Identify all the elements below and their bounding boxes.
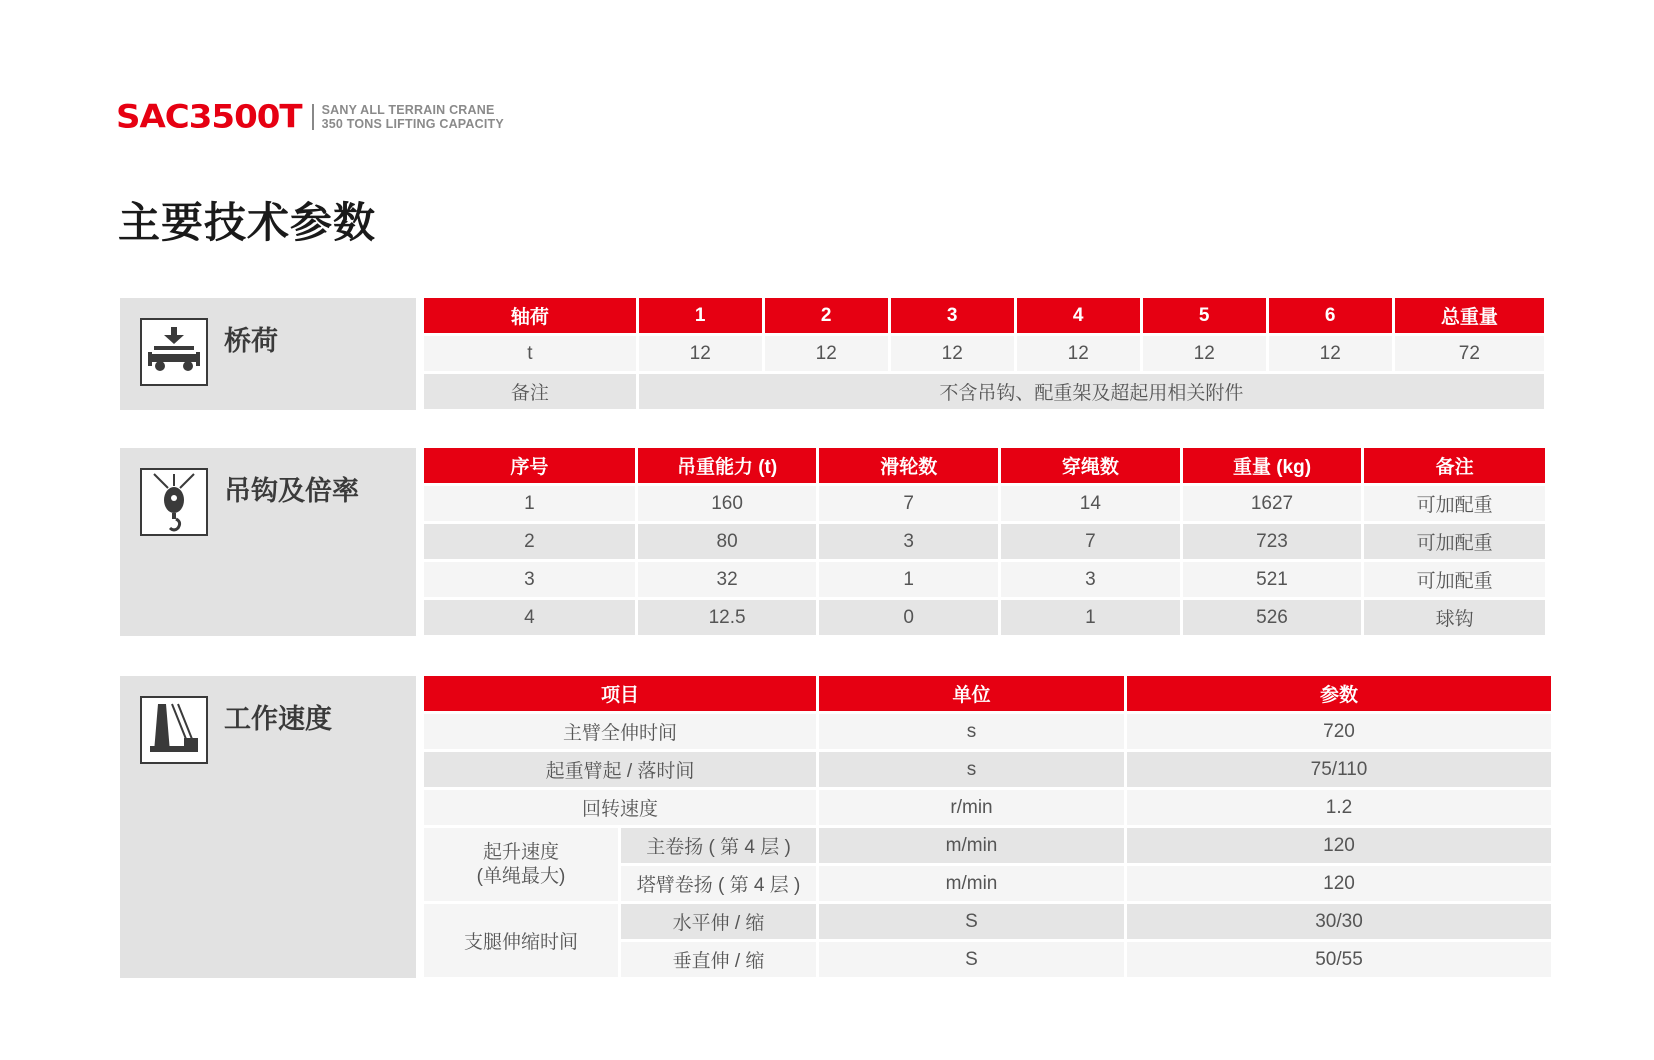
table-row — [424, 336, 1544, 374]
table-row — [424, 524, 1545, 562]
table-cell: 120 — [1127, 866, 1551, 904]
speed-section — [120, 676, 1547, 978]
table-cell: 3 — [1001, 562, 1180, 600]
table-cell: 12 — [1143, 336, 1266, 374]
axle-load-title: 桥荷 — [224, 326, 278, 357]
header-cell: 序号 — [424, 448, 635, 486]
note-cell: 不含吊钩、配重架及超起用相关附件 — [639, 374, 1544, 412]
table-cell: 160 — [638, 486, 817, 524]
axle-load-table — [421, 298, 1547, 412]
hook-label-panel — [120, 448, 416, 636]
table-cell: 1.2 — [1127, 790, 1551, 828]
table-cell: 80 — [638, 524, 817, 562]
speed-header-row — [424, 676, 1551, 714]
speed-table — [421, 676, 1554, 980]
header-cell: 穿绳数 — [1001, 448, 1180, 486]
speed-title: 工作速度 — [224, 704, 332, 735]
brand-model: SAC3500T — [116, 98, 302, 136]
table-row — [424, 752, 1551, 790]
unit-cell: t — [424, 336, 636, 374]
table-cell: 2 — [424, 524, 635, 562]
table-cell: 12 — [1017, 336, 1140, 374]
table-row — [424, 828, 1551, 866]
table-row — [424, 562, 1545, 600]
table-row — [424, 600, 1545, 638]
table-cell: 0 — [819, 600, 998, 638]
hook-header-row — [424, 448, 1545, 486]
table-cell: 720 — [1127, 714, 1551, 752]
brand-subtitle-line1: SANY ALL TERRAIN CRANE — [321, 103, 495, 117]
table-cell: r/min — [819, 790, 1124, 828]
header-cell: 单位 — [819, 676, 1124, 714]
hook-section — [120, 448, 1547, 636]
brand-divider — [312, 104, 314, 130]
table-cell: 7 — [1001, 524, 1180, 562]
table-cell: 1 — [819, 562, 998, 600]
table-cell: 1627 — [1183, 486, 1362, 524]
header-cell: 滑轮数 — [819, 448, 998, 486]
header-cell: 4 — [1017, 298, 1140, 336]
table-cell: m/min — [819, 828, 1124, 866]
table-row — [424, 486, 1545, 524]
speed-label-panel — [120, 676, 416, 978]
table-row — [424, 374, 1544, 412]
header-cell: 项目 — [424, 676, 816, 714]
table-cell: 主臂全伸时间 — [424, 714, 816, 752]
axle-load-label-panel — [120, 298, 416, 410]
header-cell: 重量 (kg) — [1183, 448, 1362, 486]
table-cell: 12 — [765, 336, 888, 374]
note-label-cell: 备注 — [424, 374, 636, 412]
table-cell: 球钩 — [1364, 600, 1545, 638]
header-cell: 2 — [765, 298, 888, 336]
table-cell: 32 — [638, 562, 817, 600]
table-cell: 12 — [639, 336, 762, 374]
table-cell: 可加配重 — [1364, 486, 1545, 524]
table-cell: m/min — [819, 866, 1124, 904]
table-cell: s — [819, 714, 1124, 752]
table-cell: s — [819, 752, 1124, 790]
header-cell: 总重量 — [1395, 298, 1544, 336]
axle-load-icon — [140, 318, 208, 386]
table-cell: 主卷扬 ( 第 4 层 ) — [621, 828, 816, 866]
table-cell: 30/30 — [1127, 904, 1551, 942]
table-row — [424, 790, 1551, 828]
header-cell: 轴荷 — [424, 298, 636, 336]
table-cell: 水平伸 / 缩 — [621, 904, 816, 942]
hook-title: 吊钩及倍率 — [224, 476, 359, 507]
brand-header — [116, 98, 504, 136]
table-cell: 1 — [1001, 600, 1180, 638]
table-cell: 3 — [424, 562, 635, 600]
header-cell: 6 — [1269, 298, 1392, 336]
table-cell: 垂直伸 / 缩 — [621, 942, 816, 980]
hoist-group-line1: 起升速度 — [482, 841, 559, 863]
table-cell: 起重臂起 / 落时间 — [424, 752, 816, 790]
axle-load-section — [120, 298, 1547, 410]
table-cell: 12 — [891, 336, 1014, 374]
outrigger-group-cell: 支腿伸缩时间 — [424, 904, 618, 980]
page-title: 主要技术参数 — [118, 198, 377, 247]
header-cell: 参数 — [1127, 676, 1551, 714]
table-cell: 可加配重 — [1364, 524, 1545, 562]
hoist-group-line2: (单绳最大) — [476, 865, 566, 887]
table-cell: 526 — [1183, 600, 1362, 638]
table-cell: 723 — [1183, 524, 1362, 562]
hook-block-icon — [140, 468, 208, 536]
table-cell: 12.5 — [638, 600, 817, 638]
table-cell: 7 — [819, 486, 998, 524]
table-cell: 回转速度 — [424, 790, 816, 828]
table-cell: 521 — [1183, 562, 1362, 600]
header-cell: 3 — [891, 298, 1014, 336]
table-cell: 72 — [1395, 336, 1544, 374]
header-cell: 5 — [1143, 298, 1266, 336]
brand-subtitle-line2: 350 TONS LIFTING CAPACITY — [321, 117, 504, 131]
table-cell: 1 — [424, 486, 635, 524]
hook-table — [421, 448, 1548, 638]
table-cell: 12 — [1269, 336, 1392, 374]
table-cell: S — [819, 904, 1124, 942]
table-row — [424, 904, 1551, 942]
header-cell: 1 — [639, 298, 762, 336]
hoist-speed-group-cell — [424, 828, 618, 904]
table-cell: 4 — [424, 600, 635, 638]
table-cell: 120 — [1127, 828, 1551, 866]
header-cell: 备注 — [1364, 448, 1545, 486]
header-cell: 吊重能力 (t) — [638, 448, 817, 486]
table-cell: S — [819, 942, 1124, 980]
table-cell: 塔臂卷扬 ( 第 4 层 ) — [621, 866, 816, 904]
table-cell: 14 — [1001, 486, 1180, 524]
table-cell: 75/110 — [1127, 752, 1551, 790]
crane-boom-icon — [140, 696, 208, 764]
brand-subtitle — [322, 103, 504, 131]
table-cell: 50/55 — [1127, 942, 1551, 980]
table-row — [424, 714, 1551, 752]
table-cell: 3 — [819, 524, 998, 562]
axle-load-header-row — [424, 298, 1544, 336]
table-cell: 可加配重 — [1364, 562, 1545, 600]
